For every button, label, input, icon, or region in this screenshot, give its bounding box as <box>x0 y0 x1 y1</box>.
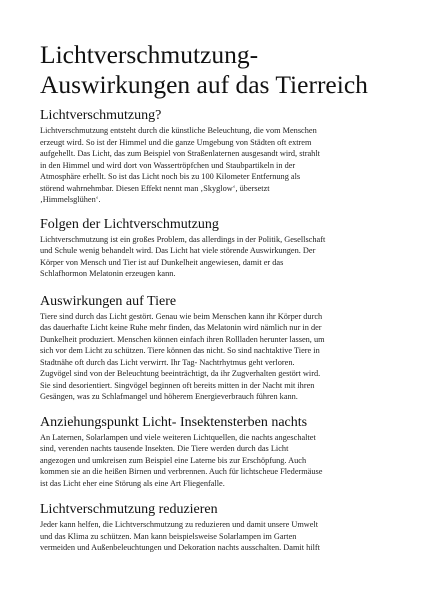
text-line: Zugvögel sind von der Beleuchtung beeinträchtigt, da ihr Zugverhalten gestört wird. <box>40 369 321 378</box>
text-line: Körper von Mensch und Tier ist auf Dunkelheit angewiesen, damit er das <box>40 257 284 267</box>
text-line: Stadtnähe oft durch das Licht verwirrt. Ihr Tag- Nachtrhytmus geht verloren. <box>40 357 295 367</box>
section-paragraph <box>40 311 401 403</box>
section-paragraph <box>40 519 401 554</box>
section-folgen <box>40 217 401 280</box>
text-line: ist das Licht eher eine Störung als eine Art Fliegenfalle. <box>40 478 225 488</box>
text-line: angezogen und umkreisen zum Beispiel eine Laterne bis zur Erschöpfung. Auch <box>40 455 307 465</box>
section-auswirkungen-tiere <box>40 294 401 403</box>
section-heading: Folgen der Lichtverschmutzung <box>40 216 219 232</box>
section-heading: Lichtverschmutzung reduzieren <box>40 502 218 517</box>
text-line: aufgehellt. Das Licht, das zum Beispiel von Straßenlaternen ausgesandt wird, strahlt <box>40 149 320 158</box>
text-line: An Laternen, Solarlampen und viele weiteren Lichtquellen, die nachts angeschaltet <box>40 432 316 442</box>
section-insektensterben <box>40 415 401 490</box>
text-line: vermeiden und Außenbeleuchtungen und Dekoration nachts ausschalten. Damit hilft <box>40 543 320 552</box>
text-line: ‚Himmelsglühen‘. <box>40 195 101 204</box>
title-line: Auswirkungen auf das Tierreich <box>40 70 368 99</box>
title-line: Lichtverschmutzung- <box>40 40 259 69</box>
text-line: Lichtverschmutzung ist ein großes Problem, das allerdings in der Politik, Gesellschaft <box>40 234 326 244</box>
section-heading: Anziehungspunkt Licht- Insektensterben nachts <box>40 414 308 430</box>
text-line: Dunkelheit produziert. Menschen können einfach ihren Rollladen herunter lassen, um <box>40 334 325 344</box>
text-line: sind, verenden nachts tausende Insekten. Die Tiere werden durch das Licht <box>40 444 289 453</box>
text-line: Atmosphäre erhellt. So ist das Licht noch bis zu 100 Kilometer Entfernung als <box>40 172 301 181</box>
text-line: Tiere sind durch das Licht gestört. Genau wie beim Menschen kann ihr Körper durch <box>40 311 323 321</box>
text-line: sich vor dem Licht zu schützen. Tiere können das nicht. So sind nachtaktive Tiere in <box>40 346 320 355</box>
section-paragraph <box>40 234 401 280</box>
text-line: und das Klima zu schützen. Man kann beispielsweise Solarlampen im Garten <box>40 531 297 541</box>
section-heading: Lichtverschmutzung? <box>40 108 162 123</box>
text-line: Gesängen, was zu Schlafmangel und höherem Energieverbrauch führen kann. <box>40 392 298 401</box>
section-paragraph <box>40 125 401 206</box>
text-line: Sie sind desorientiert. Singvögel beginnen oft bereits mitten in der Nacht mit ihren <box>40 380 315 390</box>
section-lichtverschmutzung <box>40 108 401 206</box>
text-line: erzeugt wird. So ist der Himmel und die ganze Umgebung von Städten oft extrem <box>40 137 312 147</box>
page-title <box>40 40 401 100</box>
section-paragraph <box>40 432 401 490</box>
text-line: Jeder kann helfen, die Lichtverschmutzung zu reduzieren und damit unsere Umwelt <box>40 520 319 529</box>
text-line: und Schule wenig behandelt wird. Das Licht hat viele störende Auswirkungen. Der <box>40 246 316 255</box>
text-line: das dauerhafte Licht keine Ruhe mehr finden, das Melatonin wird nämlich nur in der <box>40 323 322 332</box>
text-line: Schlafhormon Melatonin erzeugen kann. <box>40 269 176 278</box>
text-line: Lichtverschmutzung entsteht durch die künstliche Beleuchtung, die vom Menschen <box>40 126 317 135</box>
section-reduzieren <box>40 502 401 554</box>
section-heading: Auswirkungen auf Tiere <box>40 293 177 309</box>
text-line: in den Himmel und wird dort von Wassertröpfchen und Staubpartikeln in der <box>40 160 296 170</box>
text-line: störend wahrnehmbar. Diesen Effekt nennt man ‚Skyglow‘, übersetzt <box>40 183 270 193</box>
text-line: kommen sie an die heißen Birnen und verbrennen. Auch für lichtscheue Fledermäuse <box>40 467 323 476</box>
